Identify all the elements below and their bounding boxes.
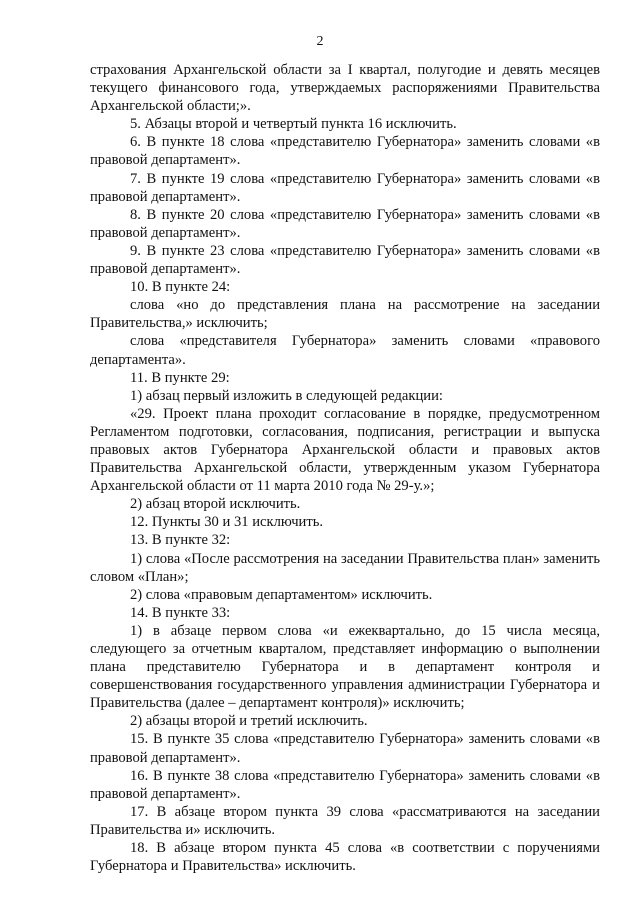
paragraph: 5. Абзацы второй и четвертый пункта 16 исключить. [130, 116, 457, 133]
paragraph: слова «представителя Губернатора» заменить словами «правового департамента». [90, 333, 600, 368]
paragraph: 13. В пункте 32: [130, 532, 231, 549]
paragraph: 10. В пункте 24: [130, 279, 231, 296]
paragraph: 7. В пункте 19 слова «представителю Губернатора» заменить словами «в правовой департамент». [90, 170, 600, 205]
paragraph: слова «но до представления плана на рассмотрение на заседании Правительства,» исключить; [90, 297, 600, 332]
paragraph: 6. В пункте 18 слова «представителю Губернатора» заменить словами «в правовой департамент». [90, 134, 600, 169]
document-body [90, 61, 600, 875]
paragraph: 12. Пункты 30 и 31 исключить. [130, 514, 324, 531]
paragraph: 14. В пункте 33: [130, 604, 231, 621]
paragraph: 18. В абзаце втором пункта 45 слова «в соответствии с поручениями Губернатора и Правительства» исключить. [90, 840, 600, 875]
paragraph: 2) абзац второй исключить. [130, 496, 301, 513]
paragraph: 1) слова «После рассмотрения на заседании Правительства план» заменить словом «План»; [90, 550, 600, 585]
paragraph: страхования Архангельской области за I квартал, полугодие и девять месяцев текущего финансового года, утверждаемых распоряжениями Правительства Архангельской области;». [90, 62, 600, 115]
paragraph: 9. В пункте 23 слова «представителю Губернатора» заменить словами «в правовой департамент». [90, 242, 600, 278]
paragraph: 15. В пункте 35 слова «представителю Губернатора» заменить словами «в правовой департамент». [90, 731, 600, 766]
paragraph: 2) абзацы второй и третий исключить. [130, 713, 368, 730]
paragraph: 2) слова «правовым департаментом» исключить. [130, 586, 433, 603]
paragraph: 1) в абзаце первом слова «и ежеквартально, до 15 числа месяца, следующего за отчетным кварталом, представляет информацию о выполнении плана представителю Губернатора и в департамент контроля и совершенствования государственного управления администрации Губернатора и Правительства (далее – департамент контроля)» исключить; [90, 622, 600, 712]
paragraph: 8. В пункте 20 слова «представителю Губернатора» заменить словами «в правовой департамент». [90, 206, 600, 241]
paragraph: 11. В пункте 29: [130, 369, 230, 386]
paragraph: 1) абзац первый изложить в следующей редакции: [130, 387, 443, 404]
page-number: 2 [316, 34, 324, 49]
paragraph: 17. В абзаце втором пункта 39 слова «рассматриваются на заседании Правительства и» исключить. [90, 803, 600, 838]
paragraph: «29. Проект плана проходит согласование в порядке, предусмотренном Регламентом подготовки, согласования, подписания, регистрации и выпуска правовых актов Губернатора Архангельской области и правовых актов Правительства Архангельской области, утвержденным указом Губернатора Архангельской области от 11 марта 2010 года № 29-у.»; [90, 405, 600, 495]
paragraph: 16. В пункте 38 слова «представителю Губернатора» заменить словами «в правовой департамент». [90, 767, 600, 802]
